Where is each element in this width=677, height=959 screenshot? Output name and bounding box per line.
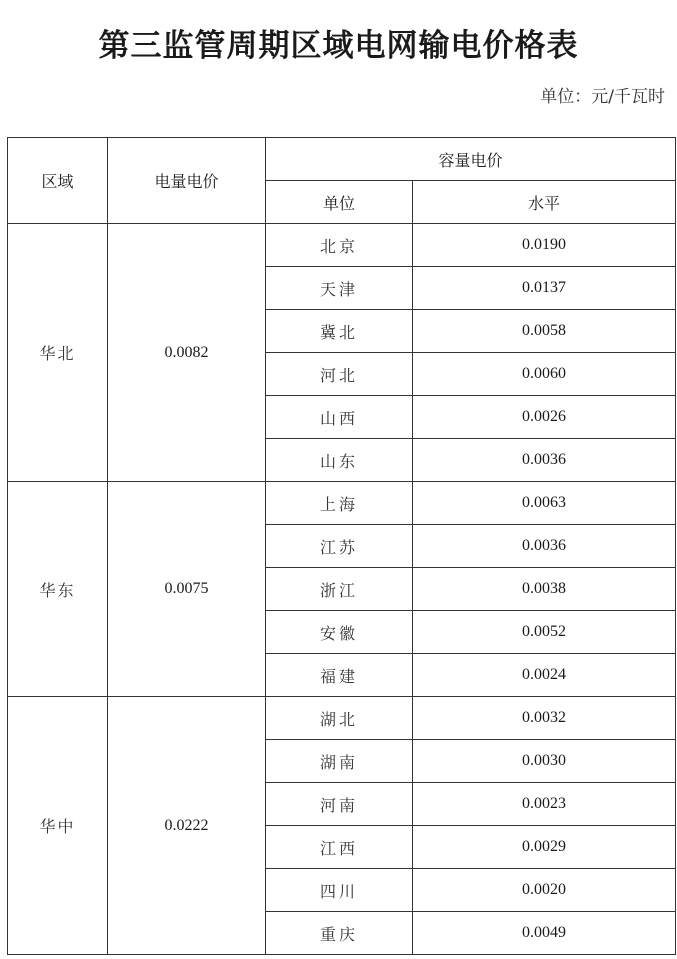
energy-price-value: 0.0075	[108, 482, 266, 697]
capacity-level-value: 0.0058	[413, 310, 676, 353]
price-table	[7, 137, 676, 955]
table-body	[8, 224, 676, 955]
region-name: 华北	[8, 224, 108, 482]
capacity-level-value: 0.0023	[413, 783, 676, 826]
capacity-unit: 河南	[266, 783, 413, 826]
header-level: 水平	[413, 181, 676, 224]
capacity-level-value: 0.0049	[413, 912, 676, 955]
capacity-unit: 四川	[266, 869, 413, 912]
capacity-level-value: 0.0029	[413, 826, 676, 869]
capacity-level-value: 0.0137	[413, 267, 676, 310]
capacity-level-value: 0.0030	[413, 740, 676, 783]
capacity-unit: 江苏	[266, 525, 413, 568]
capacity-unit: 河北	[266, 353, 413, 396]
capacity-level-value: 0.0026	[413, 396, 676, 439]
capacity-level-value: 0.0024	[413, 654, 676, 697]
capacity-unit: 山西	[266, 396, 413, 439]
capacity-unit: 冀北	[266, 310, 413, 353]
capacity-unit: 山东	[266, 439, 413, 482]
capacity-level-value: 0.0020	[413, 869, 676, 912]
capacity-level-value: 0.0052	[413, 611, 676, 654]
page-title: 第三监管周期区域电网输电价格表	[98, 28, 579, 64]
capacity-unit: 重庆	[266, 912, 413, 955]
header-energy-price: 电量电价	[108, 138, 266, 224]
capacity-unit: 浙江	[266, 568, 413, 611]
table-row	[8, 697, 676, 740]
capacity-unit: 江西	[266, 826, 413, 869]
capacity-unit: 湖南	[266, 740, 413, 783]
header-unit: 单位	[266, 181, 413, 224]
capacity-unit: 上海	[266, 482, 413, 525]
region-name: 华中	[8, 697, 108, 955]
capacity-level-value: 0.0060	[413, 353, 676, 396]
capacity-unit: 湖北	[266, 697, 413, 740]
region-name: 华东	[8, 482, 108, 697]
header-region: 区域	[8, 138, 108, 224]
capacity-unit: 安徽	[266, 611, 413, 654]
unit-note: 单位：元/千瓦时	[540, 87, 665, 107]
table-row	[8, 482, 676, 525]
capacity-level-value: 0.0190	[413, 224, 676, 267]
capacity-level-value: 0.0036	[413, 525, 676, 568]
capacity-level-value: 0.0036	[413, 439, 676, 482]
header-capacity-price: 容量电价	[266, 138, 676, 181]
capacity-level-value: 0.0038	[413, 568, 676, 611]
capacity-level-value: 0.0063	[413, 482, 676, 525]
capacity-unit: 福建	[266, 654, 413, 697]
capacity-unit: 天津	[266, 267, 413, 310]
energy-price-value: 0.0222	[108, 697, 266, 955]
capacity-level-value: 0.0032	[413, 697, 676, 740]
capacity-unit: 北京	[266, 224, 413, 267]
energy-price-value: 0.0082	[108, 224, 266, 482]
table-row	[8, 224, 676, 267]
